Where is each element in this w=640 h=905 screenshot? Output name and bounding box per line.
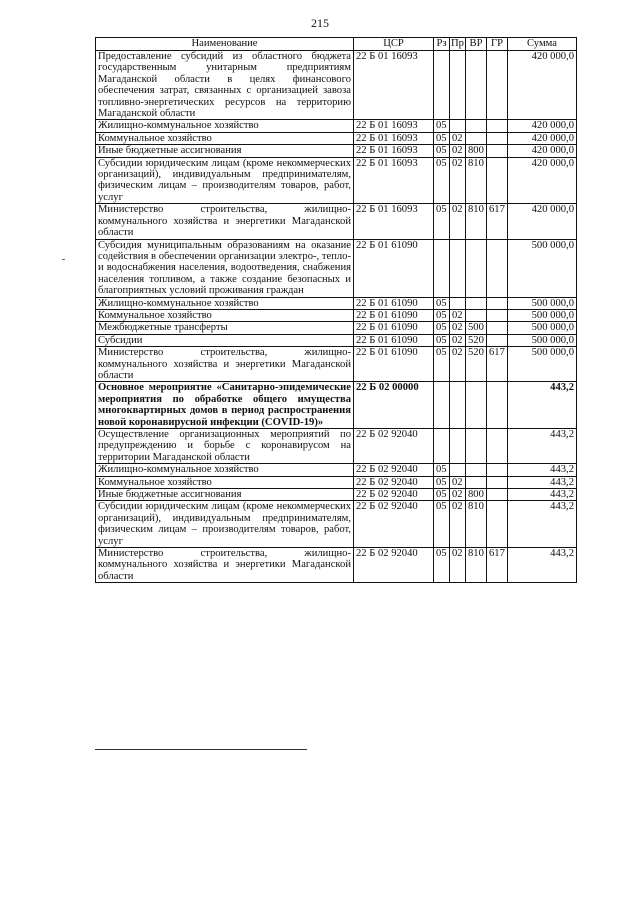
table-row xyxy=(96,347,577,382)
cell-vr: 810 xyxy=(466,157,487,204)
cell-sum: 500 000,0 xyxy=(508,322,577,334)
cell-csr: 22 Б 02 00000 xyxy=(354,382,434,429)
cell-rz: 05 xyxy=(434,548,450,583)
cell-pr xyxy=(450,382,466,429)
cell-gr xyxy=(487,297,508,309)
cell-name: Субсидии юридическим лицам (кроме некоммерческих организаций), индивидуальным предпринимателям, физическим лицам – производителям товаров, работ, услуг xyxy=(96,157,354,204)
cell-vr xyxy=(466,297,487,309)
cell-sum: 500 000,0 xyxy=(508,334,577,346)
page-number: 215 xyxy=(311,16,329,30)
cell-rz xyxy=(434,239,450,297)
header-gr: ГР xyxy=(487,38,508,51)
cell-vr: 810 xyxy=(466,501,487,548)
budget-table xyxy=(95,37,577,583)
cell-rz xyxy=(434,382,450,429)
cell-csr: 22 Б 01 61090 xyxy=(354,239,434,297)
cell-vr: 500 xyxy=(466,322,487,334)
cell-pr xyxy=(450,464,466,476)
table-row xyxy=(96,548,577,583)
table-row xyxy=(96,157,577,204)
cell-name: Коммунальное хозяйство xyxy=(96,309,354,321)
cell-rz: 05 xyxy=(434,347,450,382)
cell-sum: 500 000,0 xyxy=(508,309,577,321)
cell-csr: 22 Б 01 61090 xyxy=(354,309,434,321)
cell-rz: 05 xyxy=(434,297,450,309)
table-row xyxy=(96,464,577,476)
cell-vr xyxy=(466,309,487,321)
cell-pr xyxy=(450,51,466,120)
cell-sum: 500 000,0 xyxy=(508,239,577,297)
cell-pr: 02 xyxy=(450,489,466,501)
cell-csr: 22 Б 02 92040 xyxy=(354,429,434,464)
cell-rz: 05 xyxy=(434,464,450,476)
cell-sum: 443,2 xyxy=(508,548,577,583)
cell-csr: 22 Б 02 92040 xyxy=(354,464,434,476)
cell-sum: 420 000,0 xyxy=(508,132,577,144)
table-row xyxy=(96,297,577,309)
header-rz: Рз xyxy=(434,38,450,51)
cell-name: Предоставление субсидий из областного бюджета государственным унитарным предприятиям Магаданской области в целях финансового обеспечения затрат, связанных с организацией завоза топливно-энергетических ресурсов на территорию Магаданской области xyxy=(96,51,354,120)
cell-pr: 02 xyxy=(450,548,466,583)
footnote-divider xyxy=(95,749,307,750)
cell-rz xyxy=(434,51,450,120)
cell-sum: 443,2 xyxy=(508,501,577,548)
cell-name: Межбюджетные трансферты xyxy=(96,322,354,334)
cell-name: Жилищно-коммунальное хозяйство xyxy=(96,464,354,476)
cell-rz: 05 xyxy=(434,322,450,334)
cell-name: Жилищно-коммунальное хозяйство xyxy=(96,120,354,132)
cell-name: Министерство строительства, жилищно-коммунального хозяйства и энергетики Магаданской области xyxy=(96,204,354,239)
header-name: Наименование xyxy=(96,38,354,51)
cell-rz: 05 xyxy=(434,204,450,239)
cell-name: Субсидия муниципальным образованиям на оказание содействия в обеспечении организации электро-, тепло- и водоснабжения населения, водоотведения, снабжения населения топливом, а также создание безопасных и благоприятных условий проживания граждан xyxy=(96,239,354,297)
cell-pr: 02 xyxy=(450,157,466,204)
cell-name: Субсидии xyxy=(96,334,354,346)
cell-name: Основное мероприятие «Санитарно-эпидемические мероприятия по обработке общего имущества многоквартирных домов в период распространения новой коронавирусной инфекции (COVID-19)» xyxy=(96,382,354,429)
header-sum: Сумма xyxy=(508,38,577,51)
cell-vr: 800 xyxy=(466,489,487,501)
cell-pr: 02 xyxy=(450,204,466,239)
cell-name: Жилищно-коммунальное хозяйство xyxy=(96,297,354,309)
header-pr: Пр xyxy=(451,38,464,49)
cell-vr xyxy=(466,120,487,132)
cell-gr xyxy=(487,489,508,501)
cell-csr: 22 Б 01 16093 xyxy=(354,51,434,120)
cell-vr xyxy=(466,239,487,297)
cell-gr xyxy=(487,157,508,204)
cell-sum: 500 000,0 xyxy=(508,347,577,382)
table-row xyxy=(96,120,577,132)
cell-gr xyxy=(487,429,508,464)
cell-gr xyxy=(487,322,508,334)
table-row xyxy=(96,501,577,548)
cell-gr: 617 xyxy=(487,347,508,382)
table-row xyxy=(96,204,577,239)
table-row xyxy=(96,132,577,144)
cell-name: Иные бюджетные ассигнования xyxy=(96,489,354,501)
cell-pr: 02 xyxy=(450,476,466,488)
cell-vr: 520 xyxy=(466,347,487,382)
cell-vr: 520 xyxy=(466,334,487,346)
cell-pr: 02 xyxy=(450,501,466,548)
table-row xyxy=(96,476,577,488)
cell-rz: 05 xyxy=(434,157,450,204)
cell-vr xyxy=(466,132,487,144)
cell-gr: 617 xyxy=(487,204,508,239)
cell-sum: 443,2 xyxy=(508,429,577,464)
cell-pr xyxy=(450,120,466,132)
cell-sum: 420 000,0 xyxy=(508,120,577,132)
cell-name: Коммунальное хозяйство xyxy=(96,132,354,144)
cell-vr xyxy=(466,464,487,476)
cell-pr: 02 xyxy=(450,322,466,334)
cell-rz: 05 xyxy=(434,145,450,157)
cell-gr xyxy=(487,309,508,321)
cell-pr: 02 xyxy=(450,145,466,157)
table-body xyxy=(96,51,577,583)
table-row xyxy=(96,489,577,501)
cell-csr: 22 Б 01 16093 xyxy=(354,157,434,204)
cell-vr: 810 xyxy=(466,204,487,239)
cell-rz: 05 xyxy=(434,120,450,132)
cell-csr: 22 Б 01 16093 xyxy=(354,204,434,239)
header-vr: ВР xyxy=(466,38,487,51)
cell-pr: 02 xyxy=(450,132,466,144)
table-row xyxy=(96,309,577,321)
table-header-row xyxy=(96,38,577,51)
cell-pr xyxy=(450,239,466,297)
table-row xyxy=(96,145,577,157)
cell-name: Министерство строительства, жилищно-коммунального хозяйства и энергетики Магаданской области xyxy=(96,347,354,382)
cell-name: Коммунальное хозяйство xyxy=(96,476,354,488)
cell-csr: 22 Б 01 61090 xyxy=(354,297,434,309)
cell-name: Министерство строительства, жилищно-коммунального хозяйства и энергетики Магаданской области xyxy=(96,548,354,583)
cell-rz: 05 xyxy=(434,501,450,548)
cell-csr: 22 Б 01 16093 xyxy=(354,120,434,132)
table-row xyxy=(96,322,577,334)
table-row xyxy=(96,239,577,297)
cell-sum: 420 000,0 xyxy=(508,157,577,204)
cell-gr xyxy=(487,120,508,132)
cell-sum: 443,2 xyxy=(508,476,577,488)
cell-sum: 420 000,0 xyxy=(508,204,577,239)
cell-gr xyxy=(487,501,508,548)
cell-csr: 22 Б 01 61090 xyxy=(354,334,434,346)
cell-name: Субсидии юридическим лицам (кроме некоммерческих организаций), индивидуальным предпринимателям, физическим лицам – производителям товаров, работ, услуг xyxy=(96,501,354,548)
cell-sum: 443,2 xyxy=(508,489,577,501)
cell-vr: 800 xyxy=(466,145,487,157)
header-csr: ЦСР xyxy=(354,38,434,51)
cell-vr xyxy=(466,476,487,488)
cell-gr xyxy=(487,132,508,144)
table-row xyxy=(96,429,577,464)
cell-vr xyxy=(466,429,487,464)
cell-rz: 05 xyxy=(434,489,450,501)
cell-vr: 810 xyxy=(466,548,487,583)
cell-gr xyxy=(487,464,508,476)
cell-vr xyxy=(466,51,487,120)
cell-gr xyxy=(487,145,508,157)
cell-csr: 22 Б 02 92040 xyxy=(354,501,434,548)
cell-gr xyxy=(487,51,508,120)
cell-pr xyxy=(450,429,466,464)
cell-gr: 617 xyxy=(487,548,508,583)
cell-sum: 443,2 xyxy=(508,382,577,429)
cell-csr: 22 Б 01 61090 xyxy=(354,347,434,382)
cell-gr xyxy=(487,334,508,346)
cell-rz xyxy=(434,429,450,464)
cell-csr: 22 Б 02 92040 xyxy=(354,476,434,488)
cell-rz: 05 xyxy=(434,476,450,488)
cell-sum: 500 000,0 xyxy=(508,297,577,309)
cell-vr xyxy=(466,382,487,429)
cell-sum: 443,2 xyxy=(508,464,577,476)
table-row xyxy=(96,51,577,120)
cell-csr: 22 Б 01 16093 xyxy=(354,145,434,157)
cell-csr: 22 Б 02 92040 xyxy=(354,548,434,583)
cell-csr: 22 Б 01 61090 xyxy=(354,322,434,334)
cell-gr xyxy=(487,476,508,488)
cell-pr: 02 xyxy=(450,334,466,346)
cell-rz: 05 xyxy=(434,334,450,346)
table-row xyxy=(96,382,577,429)
cell-pr: 02 xyxy=(450,347,466,382)
cell-name: Иные бюджетные ассигнования xyxy=(96,145,354,157)
cell-pr xyxy=(450,297,466,309)
cell-csr: 22 Б 02 92040 xyxy=(354,489,434,501)
cell-pr: 02 xyxy=(450,309,466,321)
cell-rz: 05 xyxy=(434,309,450,321)
cell-sum: 420 000,0 xyxy=(508,51,577,120)
cell-rz: 05 xyxy=(434,132,450,144)
cell-sum: 420 000,0 xyxy=(508,145,577,157)
table-row xyxy=(96,334,577,346)
cell-gr xyxy=(487,382,508,429)
cell-csr: 22 Б 01 16093 xyxy=(354,132,434,144)
cell-gr xyxy=(487,239,508,297)
cell-name: Осуществление организационных мероприятий по предупреждению и борьбе с коронавирусом на территории Магаданской области xyxy=(96,429,354,464)
margin-mark xyxy=(62,259,65,260)
